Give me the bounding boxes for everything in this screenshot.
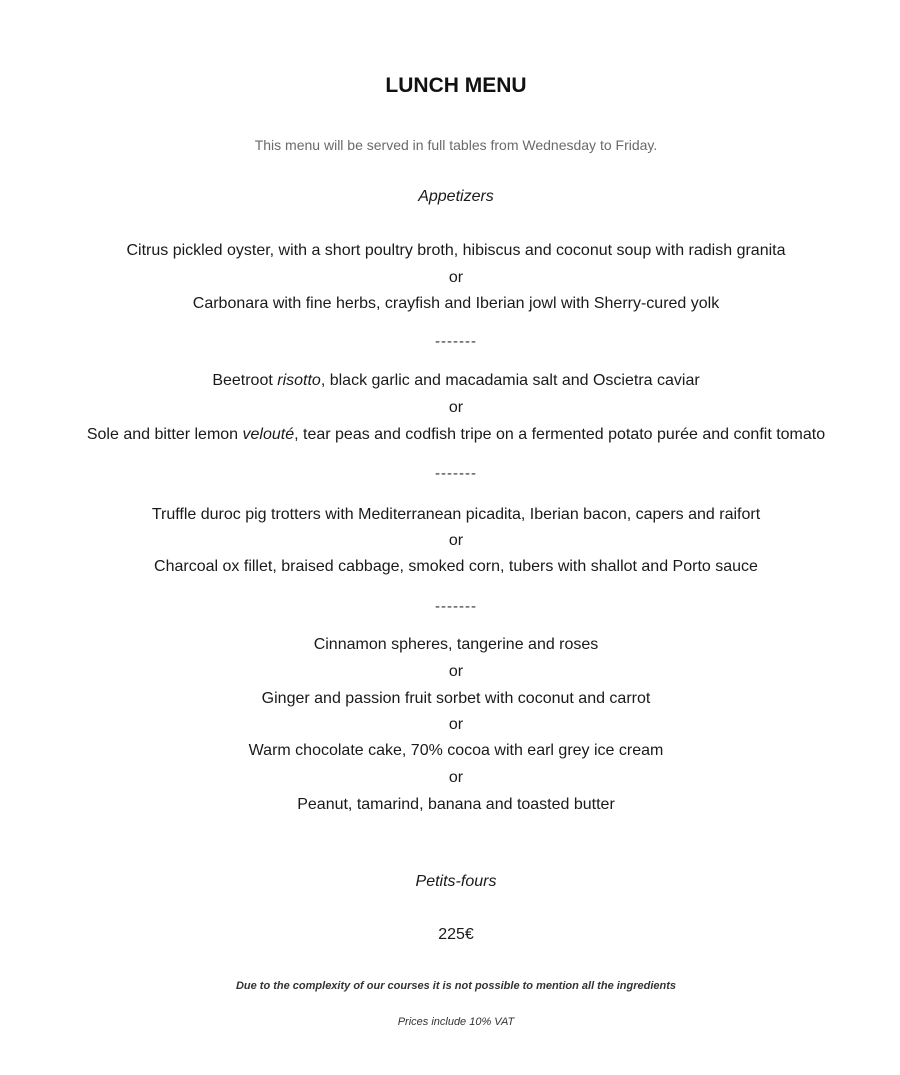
page-title: LUNCH MENU [385, 74, 527, 97]
or-divider: or [448, 769, 464, 786]
or-divider: or [448, 399, 464, 416]
ingredients-note: Due to the complexity of our courses it is not possible to mention all the ingredients [235, 980, 677, 992]
menu-subtitle: This menu will be served in full tables from Wednesday to Friday. [254, 137, 658, 153]
menu-item: Charcoal ox fillet, braised cabbage, smoked corn, tubers with shallot and Porto sauce [154, 558, 758, 575]
menu-price: 225€ [438, 926, 474, 943]
course-separator: ------- [435, 333, 477, 350]
section-heading-petits-fours: Petits-fours [415, 873, 497, 890]
course-separator: ------- [435, 598, 477, 615]
or-divider: or [448, 269, 464, 286]
course-separator: ------- [435, 465, 477, 482]
section-heading-appetizers: Appetizers [418, 188, 494, 205]
menu-item: Carbonara with fine herbs, crayfish and Iberian jowl with Sherry-cured yolk [192, 295, 720, 312]
menu-item: Warm chocolate cake, 70% cocoa with earl grey ice cream [248, 742, 664, 759]
menu-item: Ginger and passion fruit sorbet with coconut and carrot [261, 690, 651, 707]
menu-item: Peanut, tamarind, banana and toasted butter [297, 796, 615, 813]
or-divider: or [448, 716, 464, 733]
or-divider: or [448, 663, 464, 680]
menu-item: Sole and bitter lemon velouté, tear peas and codfish tripe on a fermented potato purée and confit tomato [86, 426, 826, 443]
or-divider: or [448, 532, 464, 549]
menu-item: Beetroot risotto, black garlic and macadamia salt and Oscietra caviar [212, 372, 700, 389]
menu-item: Citrus pickled oyster, with a short poultry broth, hibiscus and coconut soup with radish granita [126, 242, 786, 259]
vat-note: Prices include 10% VAT [397, 1016, 515, 1028]
menu-item: Cinnamon spheres, tangerine and roses [313, 636, 599, 653]
menu-item: Truffle duroc pig trotters with Mediterranean picadita, Iberian bacon, capers and raifort [151, 506, 761, 523]
